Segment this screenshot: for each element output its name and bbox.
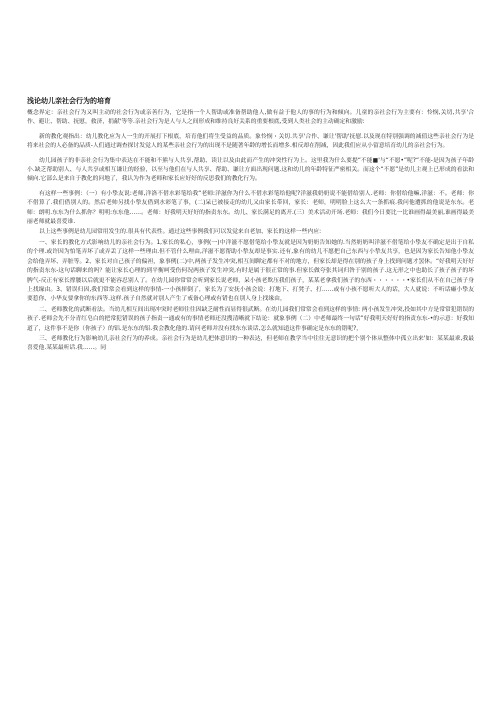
paragraph-non-prosocial: 幼儿园孩子的非亲社会行为集中表达在不能和不熊与人共享,帮助、读让以及由此而产生的冲突性行为上。这里我为什么要提“不能■'与“不愿•”呢?“不能-是因为孩子年龄小.缺乏帮助别人、与人共享或相互谦让的经验，以至与他们在与人共享、帮助、谦让方面出现问题.这和幼儿的年龄特征严密相关。而这个“不愿”是幼儿主观上已形成的看法和倾向.它部么是来自于教化的问地了，我认为作为老师和家长应好好的反思我们的教化行为。 bbox=[27, 157, 474, 183]
paragraph-education-view: 新的教化观指出：幼儿教化应为人一生的开展打下根底，培育他们将生受益的品质。象怜悯・关切.共享'合作、谦让'帮助'抚慰.以及现在特别强调的减值这些亲社会行为是将来社会的人必备的品质-人们通过调查探讨发觉人的某些亲社会行为的出现不是随著年龄的增长而增多.相反却在削减，因此我们应从小留意培育幼儿的亲社会行为。 bbox=[27, 133, 474, 150]
paragraph-examples: 有这样一些事例：（一）有小挚友说:老师,洋洛不借水彩笔给我“老师:洋滋你为什么不借水彩笔给他呢?洋滋我奶奶说不能借给别人.老师：你借给他嘛,洋滋：不。老师：你不借算了.我们借别人的。然后老帅另找小挚友借到水彩笔了事，(二)呆已被接走的幼儿又由家长带回，家长：老师，明明脸上这么大一条抓痕.我问他遭抓的他说是东东。老师：朗明.东东为什么抓你？明明:东东他……。老师：好我明天好好的指责东东。幼儿、家长满足的离开.(三）美术活动开场.老师：我们今日要比一比谁画得最美丽,谁画得最美丽老师就最喜爱谁. bbox=[27, 190, 474, 226]
document-title: 浅论幼儿亲社会行为的培育 bbox=[27, 97, 111, 105]
paragraph-section-one: 一、家长的教化方式影响幼儿的亲社会行为。1,家长的私心，事例(一)中洋滋不愿借笔给小挚友就是因为奶奶告知她的.当然奶奶叫洋滋不借笔给小挚友不确定是出于自私的个理.或许因为怕笔弄坏了或弄丢了这样一些理由.但不管什么理由,洋滋不愿帮助小挚友却是事实.还有,象有的幼儿不愿把自己东西与小挚友共享，也是因为家长告知他小挚友会给他弄坏、弄脏等。2、家长对自己孩子的偏袒，象事例(二)中,两孩子发生冲突,相互间聊定都有不对的地方，但家长却是得在别的孩子身上找到问题才罢休。“好我明天好好的指责东东-这句话聊来的吗？能让家长心理的到平衡呵受伤何况两孩子发生冲突,有时是属于很正常的事.但家长做夸张其词归咎于别的孩子.这无形之中也助长了孩子孩子的坏脾气-反正有家长撑腰以后就更不能容忍别人了。在幼儿园你常常会听到家长说老师，呆小孩老欺压我们孩子，某某老拿我们孩子的东西・・・・・・•家长们从不在自己孩子身上找缘由。3、错误归因,我们常常会看到这样的事情-一小孩摔倒了，家长为了安抚小孩会说：打地下、打凳子、打……或有小孩不愿听大人的话，大人就说：不听话癞小挚友要惹你、小华友要拿你的东西等.这样.孩子自然就对别人产生了戒备心理或有错也在别人身上找缘由， bbox=[27, 239, 474, 303]
paragraph-section-two: 二、老师教化的武断看法。当幼儿相互间出现冲突时老师往往因缺乏耐性而显得很武断。在幼儿园我们常常会看到这样的事情: 两小孩发生冲突,投如其中方是常常犯错误的孩子.老师会先不分青红皂白的把常犯错误的孩子指责一通或有的事情老师还没搜清晰就下结论：就象事例（二）中老师最终一句话”好我明天好好的指责东东-•的示意：好我知道了，这件事不是你（你孩子）的铝.是东东的铝.我会教化他的.请问老师并没有找东东谈话,怎么就知道这件事确定是东东的错呢?， bbox=[27, 306, 474, 332]
paragraph-examples-summary: 以上这些事例是幼儿园常用发生的.很具有代表性。通过这些事例我们可以发觉来自老加、家长的这样一些内应: bbox=[39, 229, 322, 236]
paragraph-section-three: 三、老师教化行为影响幼儿亲社会行为的养成。亲社会行为是幼儿把体意识的一种表达，但老师在教学当中往往无意识的把个别个体从整体中孤立出来'如：某某最乖,我最喜爱他.某某最听话.我……。同 bbox=[27, 335, 474, 352]
paragraph-definition: 概念界定：亲社会行为又叫主动的社会行为或亲善行为，它是指一个人帮助或准备帮助他人,做有益于他人的事的行为和倾向。儿童的亲社会行为主要有：怜悯,关切,共享'合作、避让、帮助、抚慰，救济，捐献'等等.亲社会行为是人与人之间形成和维持良好关系的重要根底,受到人类社会的主动确定和激励: bbox=[27, 110, 474, 126]
